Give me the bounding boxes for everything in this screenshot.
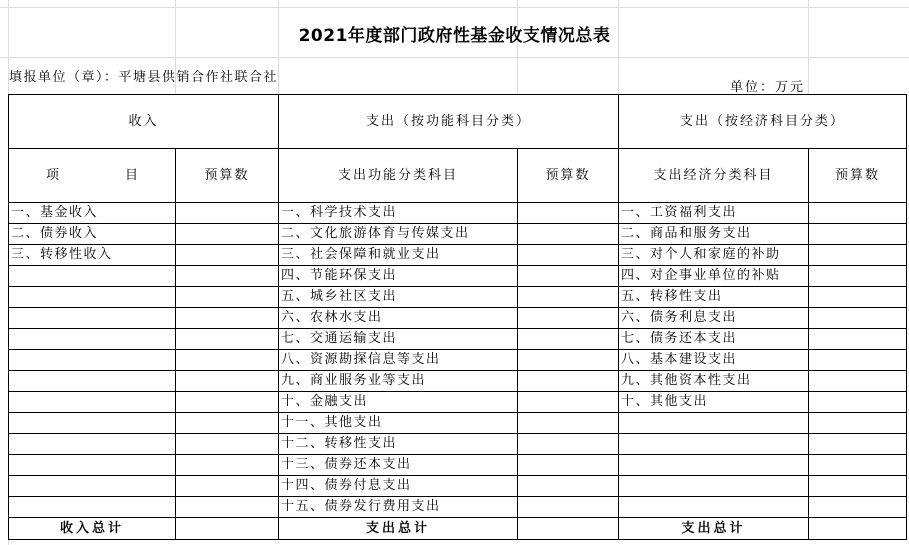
grid-line <box>0 57 909 58</box>
header-income: 收入 <box>9 95 279 149</box>
economic-item <box>619 413 809 434</box>
income-item <box>9 308 176 329</box>
economic-item: 四、对企事业单位的补贴 <box>619 266 809 287</box>
function-budget <box>518 287 619 308</box>
income-total-budget <box>176 518 279 540</box>
economic-item: 二、商品和服务支出 <box>619 224 809 245</box>
function-budget <box>518 266 619 287</box>
table-row <box>9 287 907 308</box>
economic-budget <box>809 413 907 434</box>
header-row-1 <box>9 95 907 149</box>
income-budget <box>176 392 279 413</box>
table-row <box>9 350 907 371</box>
function-budget <box>518 497 619 518</box>
income-budget <box>176 203 279 224</box>
economic-budget <box>809 266 907 287</box>
economic-item <box>619 455 809 476</box>
income-item <box>9 413 176 434</box>
economic-budget <box>809 350 907 371</box>
function-budget <box>518 371 619 392</box>
header-budget-economic: 预算数 <box>809 149 907 203</box>
economic-item <box>619 497 809 518</box>
grid-line <box>517 0 518 94</box>
economic-budget <box>809 203 907 224</box>
function-budget <box>518 329 619 350</box>
economic-budget <box>809 308 907 329</box>
header-expense-economic: 支出（按经济科目分类） <box>619 95 907 149</box>
function-budget <box>518 350 619 371</box>
function-item: 七、交通运输支出 <box>279 329 518 350</box>
economic-item: 一、工资福利支出 <box>619 203 809 224</box>
economic-item: 三、对个人和家庭的补助 <box>619 245 809 266</box>
income-total: 收入总计 <box>9 518 176 540</box>
grid-line <box>618 0 619 94</box>
function-item: 二、文化旅游体育与传媒支出 <box>279 224 518 245</box>
income-item: 三、转移性收入 <box>9 245 176 266</box>
header-row-2 <box>9 149 907 203</box>
income-item <box>9 287 176 308</box>
income-budget <box>176 329 279 350</box>
function-item: 四、节能环保支出 <box>279 266 518 287</box>
economic-item: 九、其他资本性支出 <box>619 371 809 392</box>
economic-budget <box>809 329 907 350</box>
income-budget <box>176 371 279 392</box>
income-budget <box>176 476 279 497</box>
economic-item: 八、基本建设支出 <box>619 350 809 371</box>
function-item: 一、科学技术支出 <box>279 203 518 224</box>
economic-total-budget <box>809 518 907 540</box>
function-item: 三、社会保障和就业支出 <box>279 245 518 266</box>
table-row <box>9 497 907 518</box>
income-budget <box>176 455 279 476</box>
function-total-budget <box>518 518 619 540</box>
income-item <box>9 329 176 350</box>
economic-item: 十、其他支出 <box>619 392 809 413</box>
income-budget <box>176 350 279 371</box>
income-budget <box>176 497 279 518</box>
function-item: 六、农林水支出 <box>279 308 518 329</box>
economic-item <box>619 434 809 455</box>
table-row <box>9 329 907 350</box>
income-item <box>9 371 176 392</box>
income-item: 一、基金收入 <box>9 203 176 224</box>
function-total: 支出总计 <box>279 518 518 540</box>
function-item: 十三、债券还本支出 <box>279 455 518 476</box>
function-item: 十、金融支出 <box>279 392 518 413</box>
economic-budget <box>809 287 907 308</box>
economic-item: 六、债务利息支出 <box>619 308 809 329</box>
header-budget-income: 预算数 <box>176 149 279 203</box>
function-budget <box>518 413 619 434</box>
income-budget <box>176 224 279 245</box>
economic-budget <box>809 245 907 266</box>
economic-budget <box>809 371 907 392</box>
table-row <box>9 203 907 224</box>
income-item <box>9 497 176 518</box>
income-budget <box>176 308 279 329</box>
header-item-b: 目 <box>125 167 139 183</box>
function-item: 十二、转移性支出 <box>279 434 518 455</box>
table-row <box>9 413 907 434</box>
income-budget <box>176 413 279 434</box>
table-row <box>9 245 907 266</box>
unit-label: 单位：万元 <box>730 80 806 95</box>
function-item: 九、商业服务业等支出 <box>279 371 518 392</box>
function-budget <box>518 203 619 224</box>
economic-item: 五、转移性支出 <box>619 287 809 308</box>
function-budget <box>518 455 619 476</box>
economic-budget <box>809 434 907 455</box>
economic-item: 七、债务还本支出 <box>619 329 809 350</box>
income-budget <box>176 287 279 308</box>
function-budget <box>518 245 619 266</box>
header-func-subject: 支出功能分类科目 <box>279 149 518 203</box>
function-item: 十一、其他支出 <box>279 413 518 434</box>
header-item-a: 项 <box>45 167 59 183</box>
function-item: 八、资源勘探信息等支出 <box>279 350 518 371</box>
header-expense-function: 支出（按功能科目分类） <box>279 95 619 149</box>
filling-unit-label: 填报单位（章）：平塘县供销合作社联合社 <box>9 70 279 85</box>
grid-line <box>808 0 809 94</box>
total-row <box>9 518 907 540</box>
table-row <box>9 266 907 287</box>
header-budget-function: 预算数 <box>518 149 619 203</box>
income-item <box>9 392 176 413</box>
economic-budget <box>809 392 907 413</box>
header-econ-subject: 支出经济分类科目 <box>619 149 809 203</box>
economic-budget <box>809 455 907 476</box>
economic-budget <box>809 224 907 245</box>
economic-item <box>619 476 809 497</box>
function-budget <box>518 434 619 455</box>
economic-total: 支出总计 <box>619 518 809 540</box>
page-title: 2021年度部门政府性基金收支情况总表 <box>298 26 611 46</box>
function-budget <box>518 308 619 329</box>
economic-budget <box>809 476 907 497</box>
header-item <box>9 149 176 203</box>
income-item: 二、债券收入 <box>9 224 176 245</box>
function-budget <box>518 224 619 245</box>
income-budget <box>176 434 279 455</box>
income-item <box>9 350 176 371</box>
income-item <box>9 455 176 476</box>
income-item <box>9 266 176 287</box>
report-table <box>8 94 907 540</box>
function-budget <box>518 476 619 497</box>
economic-budget <box>809 497 907 518</box>
table-row <box>9 455 907 476</box>
function-item: 十四、债券付息支出 <box>279 476 518 497</box>
table-row <box>9 371 907 392</box>
income-item <box>9 476 176 497</box>
table-row <box>9 392 907 413</box>
table-row <box>9 434 907 455</box>
function-budget <box>518 392 619 413</box>
income-item <box>9 434 176 455</box>
income-budget <box>176 266 279 287</box>
grid-line <box>278 0 279 94</box>
function-item: 五、城乡社区支出 <box>279 287 518 308</box>
table-row <box>9 224 907 245</box>
grid-line <box>0 7 909 8</box>
table-row <box>9 476 907 497</box>
function-item: 十五、债券发行费用支出 <box>279 497 518 518</box>
table-row <box>9 308 907 329</box>
income-budget <box>176 245 279 266</box>
